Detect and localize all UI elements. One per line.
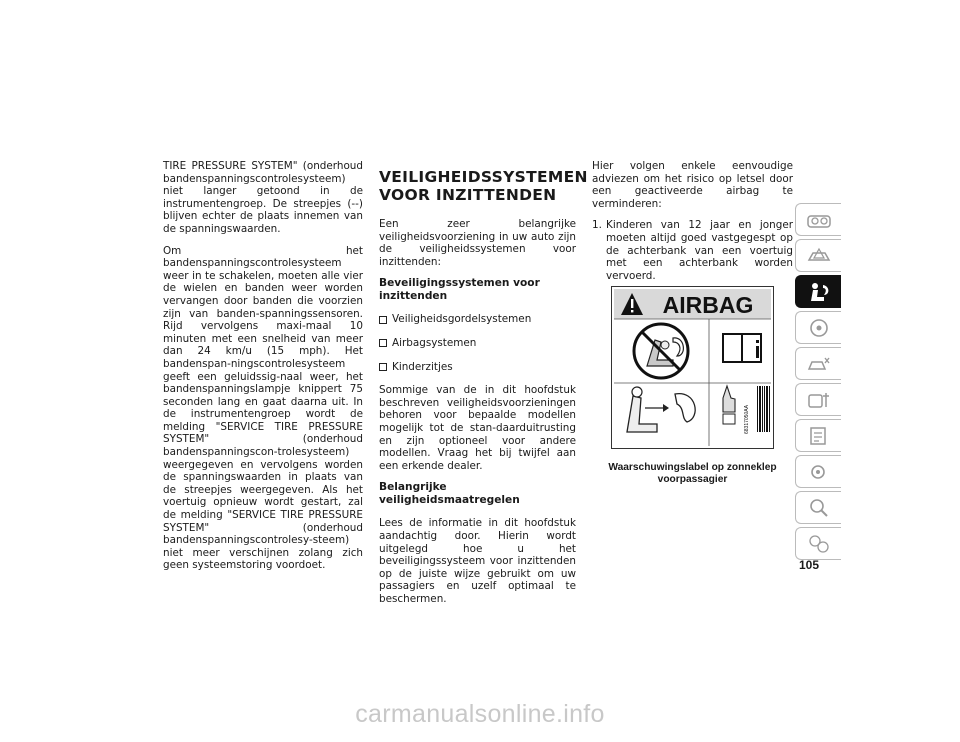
tab-safety[interactable] (795, 275, 841, 308)
tab-driving[interactable] (795, 311, 841, 344)
section-heading: VEILIGHEIDSSYSTEMEN VOOR INZITTENDEN (379, 168, 588, 204)
airbag-label-illustration (611, 286, 774, 449)
column-left (163, 160, 363, 581)
tab-languages[interactable] (795, 527, 841, 560)
column-middle (379, 160, 588, 614)
chapter-tabs (795, 203, 841, 563)
car-warning-icon (806, 245, 832, 267)
car-dashboard-icon (806, 209, 832, 231)
list-item: Airbagsystemen (379, 337, 576, 350)
paragraph: Hier volgen enkele eenvoudige adviezen om het risico op letsel door een geactiveerde airbag te verminderen: (592, 160, 793, 210)
seat-airbag-icon (806, 281, 832, 303)
page-number: 105 (799, 558, 820, 572)
checkbox-bullet-icon (379, 363, 387, 371)
list-item: Kinderzitjes (379, 361, 576, 374)
tab-specifications[interactable] (795, 419, 841, 452)
paragraph: Een zeer belangrijke veiligheidsvoorziening in uw auto zijn de veiligheidssystemen voor inzittenden: (379, 218, 576, 268)
watermark: carmanualsonline.info (355, 700, 605, 728)
paragraph: Lees de informatie in dit hoofdstuk aandachtig door. Hierin wordt uitgelegd hoe u het beveiligingssysteem voor inzittenden op de juiste wijze gebruikt om uw passagiers en uzelf optimaal te beschermen. (379, 517, 576, 605)
list-item: Veiligheidsgordelsystemen (379, 313, 576, 326)
paragraph: Om het bandenspanningscontrolesysteem weer in te schakelen, moeten alle vier de wielen en banden weer worden vervangen door banden die voorzien zijn van banden-spanningssensoren. Rijd vervolgens maxi-maal 10 minuten met een snelheid van meer dan 24 km/u (15 mph). Het bandenspan-ningscontrolesysteem geeft een geluidssig-naal weer, het bandenspanningslampje knippert 75 seconden lang en gaat daarna uit. In de instrumentengroep wordt de melding "SERVICE TIRE PRESSURE SYSTEM" (onderhoud bandenspanningscon-trolesysteem) weergegeven en vervolgens worden de spanningswaarden in plaats van de streepjes weergegeven. Als het voertuig opnieuw wordt gestart, zal de melding "SERVICE TIRE PRESSURE SYSTEM" (onderhoud bandenspanningscontrolesy-steem) niet meer verschijnen zolang zich geen systeemstoring voordoet. (163, 244, 363, 572)
tab-warnings[interactable] (795, 239, 841, 272)
paragraph: Sommige van de in dit hoofdstuk beschreven veiligheidsvoorzieningen behoren voor bepaalde modellen mogelijk tot de stan-daarduitrusting en zijn optioneel voor andere modellen. Vraag het bij twijfel aan een erkende dealer. (379, 384, 576, 472)
steering-wheel-icon (806, 317, 832, 339)
tab-index[interactable] (795, 491, 841, 524)
checkbox-bullet-icon (379, 339, 387, 347)
checkbox-bullet-icon (379, 316, 387, 324)
tab-service[interactable] (795, 383, 841, 416)
car-crash-icon (806, 353, 832, 375)
airbag-warning-label (611, 286, 774, 449)
multilanguage-icon (806, 533, 832, 555)
column-right (592, 160, 793, 282)
tab-multimedia[interactable] (795, 455, 841, 488)
tab-dashboard[interactable] (795, 203, 841, 236)
figure-caption: Waarschuwingslabel op zonneklep voorpassagier (608, 462, 777, 486)
car-service-icon (806, 389, 832, 411)
gear-tablet-icon (806, 461, 832, 483)
figure-code-text: 68317050AA (744, 405, 750, 434)
magnifier-icon (806, 497, 832, 519)
subheading: Belangrijke veiligheidsmaatregelen (379, 481, 520, 507)
tab-emergency[interactable] (795, 347, 841, 380)
paragraph: TIRE PRESSURE SYSTEM" (onderhoud bandenspanningscontrolesysteem) niet langer getoond in de instrumentengroep. De streepjes (--) blijven echter de plaats innemen van de spanningswaarden. (163, 160, 363, 235)
numbered-item: 1. Kinderen van 12 jaar en jonger moeten altijd goed vastgegespt op de achterbank van een voertuig met een achterbank worden vervoerd. (592, 219, 793, 282)
checklist-icon (806, 425, 832, 447)
airbag-label-text: AIRBAG (662, 292, 754, 318)
subheading: Beveiligingssystemen voor inzittenden (379, 277, 540, 303)
